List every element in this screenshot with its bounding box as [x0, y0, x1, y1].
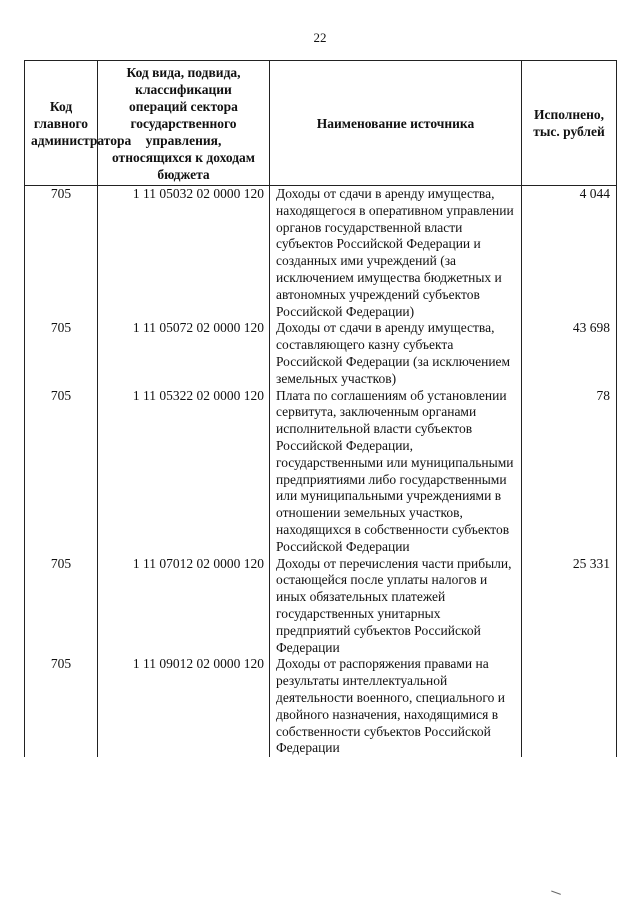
admin-code-cell: 705	[25, 656, 98, 757]
admin-code-cell: 705	[25, 186, 98, 321]
admin-code-cell: 705	[25, 388, 98, 556]
executed-amount-cell	[522, 656, 617, 757]
scan-mark	[549, 891, 561, 901]
source-name-cell: Плата по соглашениям об установлении сервитута, заключенным органами исполнительной власти субъектов Российской Федерации, государственными или муниципальными предприятиями либо государственными или муниципальными учреждениями в отношении земельных участков, находящихся в собственности субъектов Российской Федерации	[270, 388, 522, 556]
executed-amount-cell: 43 698	[522, 320, 617, 387]
source-name-cell: Доходы от распоряжения правами на результаты интеллектуальной деятельности военного, специального и двойного назначения, находящимися в собственности субъектов Российской Федерации	[270, 656, 522, 757]
header-source-name: Наименование источника	[270, 61, 522, 186]
source-name-cell: Доходы от сдачи в аренду имущества, составляющего казну субъекта Российской Федерации (за исключением земельных участков)	[270, 320, 522, 387]
source-name-cell: Доходы от сдачи в аренду имущества, находящегося в оперативном управлении органов государственной власти субъектов Российской Федерации и созданных ими учреждений (за исключением имущества бюджетных и автономных учреждений субъектов Российской Федерации)	[270, 186, 522, 321]
revenue-table	[24, 60, 617, 757]
classification-code-cell: 1 11 07012 02 0000 120	[98, 556, 270, 657]
executed-amount-cell: 25 331	[522, 556, 617, 657]
page-number: 22	[313, 30, 327, 45]
table-row	[25, 556, 617, 657]
admin-code-cell: 705	[25, 320, 98, 387]
header-admin-code: Код главного администратора	[25, 61, 98, 186]
classification-code-cell: 1 11 05322 02 0000 120	[98, 388, 270, 556]
header-classification-code: Код вида, подвида, классификации операций сектора государственного управления, относящихся к доходам бюджета	[98, 61, 270, 186]
classification-code-cell: 1 11 09012 02 0000 120	[98, 656, 270, 757]
source-name-cell: Доходы от перечисления части прибыли, остающейся после уплаты налогов и иных обязательных платежей государственных унитарных предприятий субъектов Российской Федерации	[270, 556, 522, 657]
executed-amount-cell: 78	[522, 388, 617, 556]
table-row	[25, 186, 617, 321]
executed-amount-cell: 4 044	[522, 186, 617, 321]
table-header-row	[25, 61, 617, 186]
table-row	[25, 656, 617, 757]
table-row	[25, 388, 617, 556]
classification-code-cell: 1 11 05072 02 0000 120	[98, 320, 270, 387]
table-row	[25, 320, 617, 387]
admin-code-cell: 705	[25, 556, 98, 657]
classification-code-cell: 1 11 05032 02 0000 120	[98, 186, 270, 321]
header-executed: Исполнено, тыс. рублей	[522, 61, 617, 186]
